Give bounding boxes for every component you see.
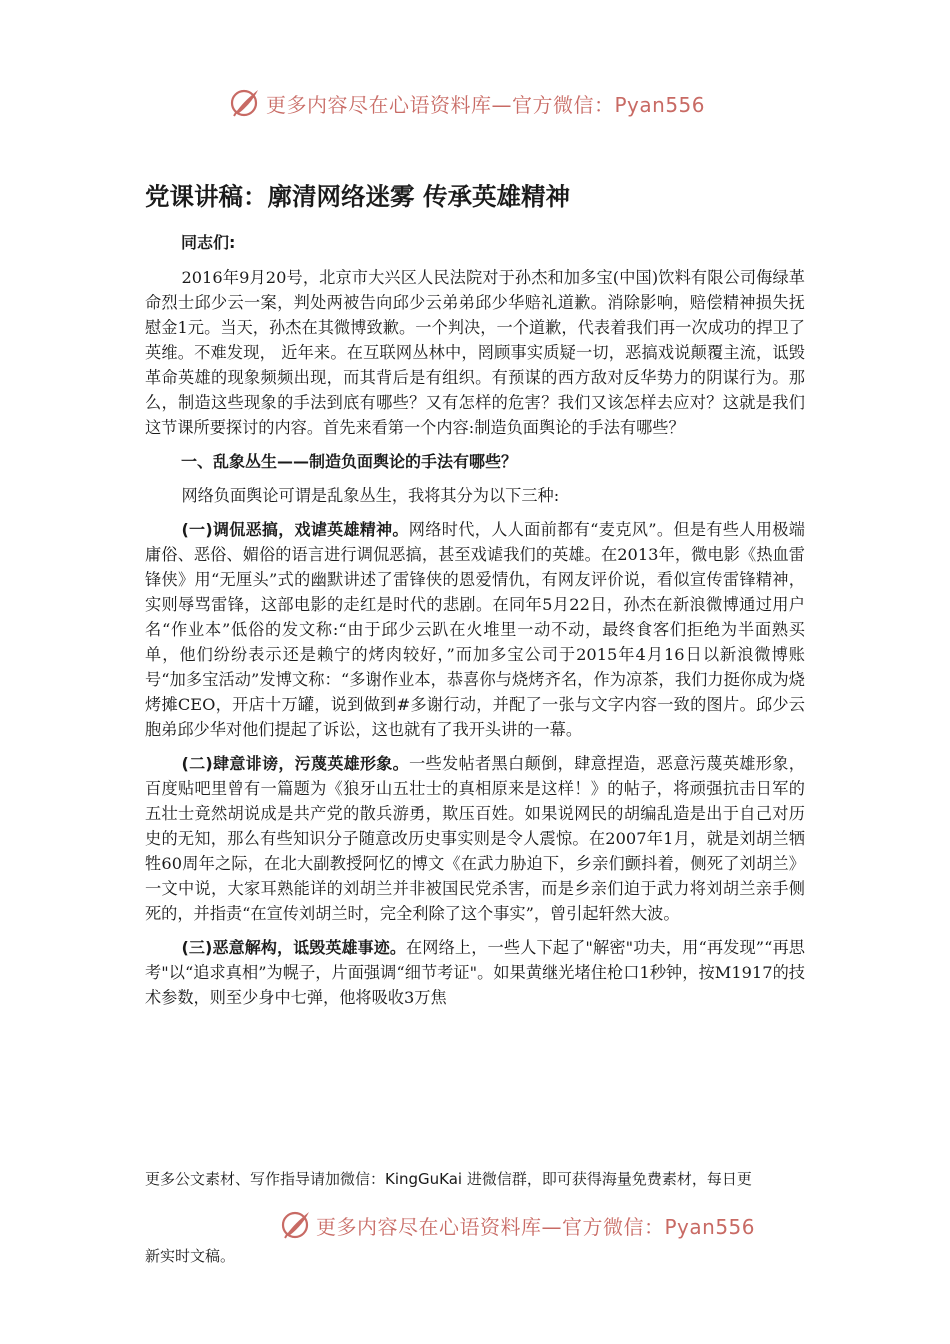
bottom-watermark — [0, 1206, 950, 1246]
section-1-intro: 网络负面舆论可谓是乱象丛生，我将其分为以下三种: — [181, 486, 560, 505]
point-3-paragraph — [145, 935, 805, 1010]
point-2-lead: (二)肆意诽谤，污蔑英雄形象。 — [181, 754, 409, 773]
watermark-wechat-id: Pyan556 — [664, 1215, 756, 1239]
watermark-text: 更多内容尽在心语资料库—官方微信：Pyan556 — [266, 93, 706, 117]
article-body — [145, 230, 805, 1019]
watermark-text: 更多内容尽在心语资料库—官方微信：Pyan556 — [316, 1215, 756, 1239]
top-watermark — [0, 84, 950, 124]
point-3-body: 在网络上，一些人下起了"解密"功夫，用“再发现”“再思考"以“追求真相”为幌子，片面强调“细节考证"。如果黄继光堵住枪口1秒钟，按M1917的技术参数，则至少身中七弹，他将吸收3万焦 — [145, 938, 805, 1007]
point-1-paragraph — [145, 517, 805, 742]
quill-logo-icon — [228, 86, 262, 120]
point-1-body: 网络时代，人人面前都有“麦克风”。但是有些人用极端庸俗、恶俗、媚俗的语言进行调侃恶搞，甚至戏谑我们的英雄。在2013年，微电影《热血雷锋侠》用“无厘头”式的幽默讲述了雷锋侠的恩爱情仇，有网友评价说，看似宣传雷锋精神，实则辱骂雷锋，这部电影的走红是时代的悲剧。在同年5月22日，孙杰在新浪微博通过用户名“作业本”低俗的发文称:“由于邱少云趴在火堆里一动不动，最终食客们拒绝为半面熟买单，他们纷纷表示还是赖宁的烤肉较好，”而加多宝公司于2015年4月16日以新浪微博账号“加多宝活动”发博文称：“多谢作业本，恭喜你与烧烤齐名，作为凉茶，我们力挺你成为烧烤摊CEO，开店十万罐，说到做到#多谢行动，并配了一张与文字内容一致的图片。邱少云胞弟邱少华对他们提起了诉讼，这也就有了我开头讲的一幕。 — [145, 520, 805, 739]
quill-logo-icon — [279, 1208, 313, 1242]
watermark-wechat-id: Pyan556 — [614, 93, 706, 117]
page-title: 党课讲稿：廓清网络迷雾 传承英雄精神 — [145, 182, 571, 211]
point-2-paragraph — [145, 751, 805, 926]
greeting: 同志们: — [181, 233, 236, 252]
point-3-lead: (三)恶意解构，诋毁英雄事迹。 — [181, 938, 406, 957]
point-1-lead: (一)调侃恶搞，戏谑英雄精神。 — [181, 520, 409, 539]
footer-note: 更多公文素材、写作指导请加微信：KingGuKai 进微信群，即可获得海量免费素材，每日更 — [145, 1170, 752, 1188]
footer-note-continued: 新实时文稿。 — [145, 1247, 236, 1265]
intro-paragraph: 2016年9月20号，北京市大兴区人民法院对于孙杰和加多宝(中国)饮料有限公司侮绿革命烈士邱少云一案，判处两被告向邱少云弟弟邱少华赔礼道歉。消除影响，赔偿精神损失抚慰金1元。当天，孙杰在其微博致歉。一个判决，一个道歉，代表着我们再一次成功的捍卫了英维。不难发现， 近年来。在互联网丛林中，罔顾事实质疑一切，恶搞戏说颠覆主流，诋毁革命英雄的现象频频出现，而其背后是有组织。有预谋的西方敌对反华势力的阴谋行为。那么，制造这些现象的手法到底有哪些？又有怎样的危害？我们又该怎样去应对？这就是我们这节课所要探讨的内容。首先来看第一个内容:制造负面舆论的手法有哪些？ — [145, 268, 805, 437]
section-1-heading: 一、乱象丛生——制造负面舆论的手法有哪些？ — [181, 452, 518, 471]
point-2-body: 一些发帖者黑白颠倒，肆意捏造，恶意污蔑英雄形象，百度贴吧里曾有一篇题为《狼牙山五壮士的真相原来是这样！》的帖子，将顽强抗击日军的五壮士竟然胡说成是共产党的散兵游勇，欺压百姓。如果说网民的胡编乱造是出于自己对历史的无知，那么有些知识分子随意改历史事实则是令人震惊。在2007年1月，就是刘胡兰牺牲60周年之际，在北大副教授阿忆的博文《在武力胁迫下，乡亲们颤抖着，侧死了刘胡兰》一文中说，大家耳熟能详的刘胡兰并非被国民党杀害，而是乡亲们迫于武力将刘胡兰亲手侧死的，并指责“在宣传刘胡兰时，完全利除了这个事实”，曾引起轩然大波。 — [145, 754, 805, 923]
